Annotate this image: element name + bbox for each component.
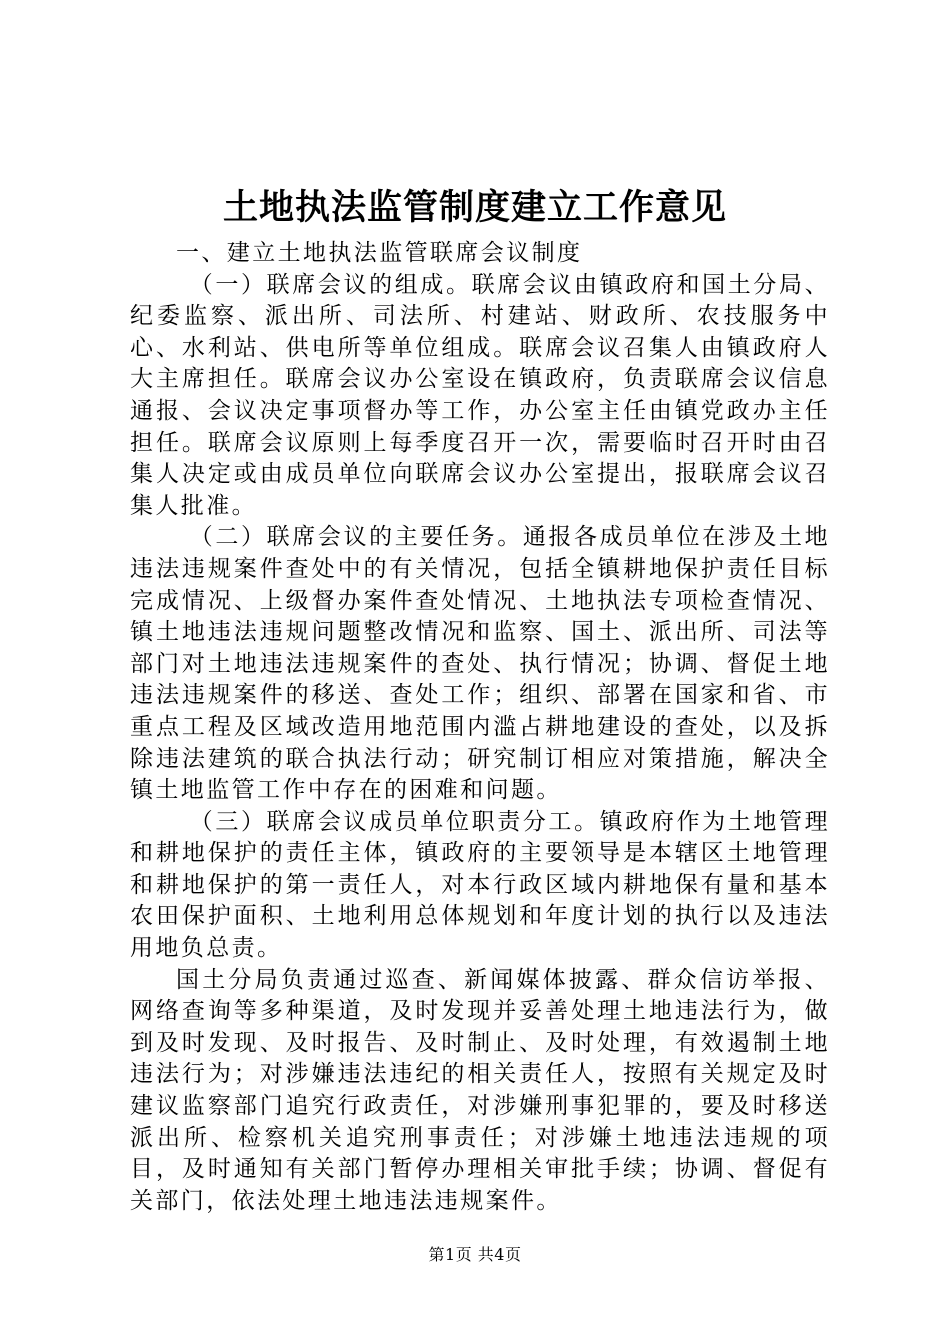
paragraph: 国土分局负责通过巡查、新闻媒体披露、群众信访举报、网络查询等多种渠道，及时发现并妥善处理土地违法行为，做到及时发现、及时报告、及时制止、及时处理，有效遏制土地违法行为；对涉嫌违法违纪的相关责任人，按照有关规定及时建议监察部门追究行政责任，对涉嫌刑事犯罪的，要及时移送派出所、检察机关追究刑事责任；对涉嫌土地违法违规的项目，及时通知有关部门暂停办理相关审批手续；协调、督促有关部门，依法处理土地违法违规案件。	[130, 966, 830, 1214]
paragraph: （一）联席会议的组成。联席会议由镇政府和国土分局、纪委监察、派出所、司法所、村建站、财政所、农技服务中心、水利站、供电所等单位组成。联席会议召集人由镇政府人大主席担任。联席会议办公室设在镇政府，负责联席会议信息通报、会议决定事项督办等工作，办公室主任由镇党政办主任担任。联席会议原则上每季度召开一次，需要临时召开时由召集人决定或由成员单位向联席会议办公室提出，报联席会议召集人批准。	[130, 271, 830, 519]
document-body	[130, 238, 830, 1217]
section-heading: 一、建立土地执法监管联席会议制度	[176, 240, 583, 266]
document-title: 土地执法监管制度建立工作意见	[222, 187, 727, 228]
page-footer: 第1页 共4页	[428, 1245, 522, 1264]
paragraph: （三）联席会议成员单位职责分工。镇政府作为土地管理和耕地保护的责任主体，镇政府的主要领导是本辖区土地管理和耕地保护的第一责任人，对本行政区域内耕地保有量和基本农田保护面积、土地利用总体规划和年度计划的执行以及违法用地负总责。	[130, 808, 830, 962]
paragraph: （二）联席会议的主要任务。通报各成员单位在涉及土地违法违规案件查处中的有关情况，包括全镇耕地保护责任目标完成情况、上级督办案件查处情况、土地执法专项检查情况、镇土地违法违规问题整改情况和监察、国土、派出所、司法等部门对土地违法违规案件的查处、执行情况；协调、督促土地违法违规案件的移送、查处工作；组织、部署在国家和省、市重点工程及区域改造用地范围内滥占耕地建设的查处，以及拆除违法建筑的联合执法行动；研究制订相应对策措施，解决全镇土地监管工作中存在的困难和问题。	[130, 524, 830, 804]
